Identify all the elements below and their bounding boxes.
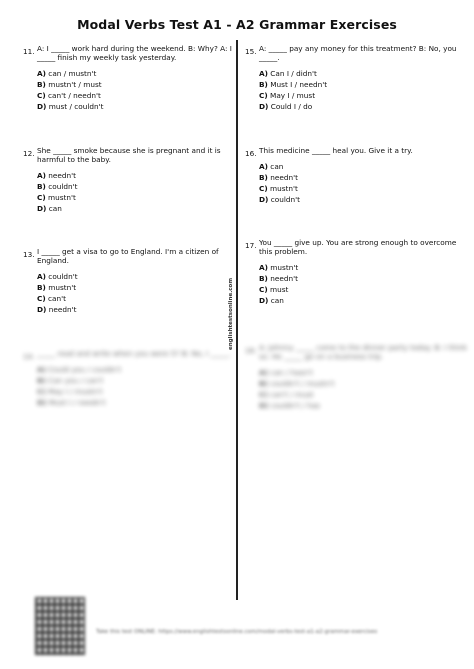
question-stem: I _____ get a visa to go to England. I'm a citizen of England. [37, 247, 219, 265]
question-number: 11. [23, 47, 35, 56]
question-12 [23, 146, 247, 215]
question-stem: This medicine _____ heal you. Give it a try. [259, 146, 413, 155]
question-number: 13. [23, 250, 35, 259]
footer-link[interactable]: Take this test ONLINE: https://www.englishtestsonline.com/modal-verbs-test-a1-a2-grammar-exercises [96, 629, 378, 635]
option-b[interactable]: B) needn't [259, 173, 298, 182]
question-number: 14. [23, 352, 35, 361]
option-a[interactable]: A) Could you / couldn't [37, 365, 122, 374]
option-d[interactable]: D) must / couldn't [37, 102, 104, 111]
option-d[interactable]: D) can [259, 296, 284, 305]
option-b[interactable]: B) couldn't [37, 182, 78, 191]
page-title: Modal Verbs Test A1 - A2 Grammar Exercises [77, 17, 397, 32]
option-c[interactable]: C) May I / must [259, 91, 316, 100]
option-a[interactable]: A) mustn't [259, 263, 299, 272]
question-13 [23, 247, 247, 316]
question-15 [245, 44, 469, 113]
option-d[interactable]: D) couldn't / has [259, 401, 320, 410]
question-number: 16. [245, 149, 257, 158]
option-c[interactable]: C) must [259, 285, 289, 294]
question-stem: _____ read and write when you were 5? B: No, I _____. [37, 349, 232, 358]
option-b[interactable]: B) couldn't / mustn't [259, 379, 335, 388]
option-b[interactable]: B) Must I / needn't [259, 80, 328, 89]
option-a[interactable]: A) couldn't [37, 272, 78, 281]
option-c[interactable]: C) mustn't [259, 184, 298, 193]
option-b[interactable]: B) Can you / can't [37, 376, 104, 385]
option-a[interactable]: A) can / mustn't [37, 69, 97, 78]
question-14 [23, 349, 247, 409]
option-b[interactable]: B) mustn't [37, 283, 77, 292]
qr-code [35, 597, 85, 655]
question-number: 12. [23, 149, 35, 158]
option-d[interactable]: D) Must I / needn't [37, 398, 106, 407]
option-c[interactable]: C) can't [37, 294, 66, 303]
option-b[interactable]: B) needn't [259, 274, 298, 283]
question-17 [245, 238, 469, 307]
watermark: englishtestsonline.com [228, 277, 234, 350]
option-c[interactable]: C) can't / needn't [37, 91, 101, 100]
option-b[interactable]: B) mustn't / must [37, 80, 102, 89]
question-number: 17. [245, 241, 257, 250]
option-d[interactable]: D) couldn't [259, 195, 300, 204]
question-number: 15. [245, 47, 257, 56]
question-stem: A: I _____ work hard during the weekend. B: Why? A: I _____ finish my weekly task yesterday. [37, 44, 232, 62]
question-stem: She _____ smoke because she is pregnant and it is harmful to the baby. [37, 146, 221, 164]
option-c[interactable]: C) mustn't [37, 193, 76, 202]
question-stem: A: _____ pay any money for this treatment? B: No, you _____. [259, 44, 457, 62]
option-a[interactable]: A) can / hasn't [259, 368, 313, 377]
question-16 [245, 146, 469, 206]
question-11 [23, 44, 247, 113]
option-c[interactable]: C) May I / mustn't [37, 387, 103, 396]
option-a[interactable]: A) Can I / didn't [259, 69, 317, 78]
option-d[interactable]: D) needn't [37, 305, 77, 314]
question-18 [245, 343, 469, 412]
question-stem: A: Johnny _____ come to the dinner party today. B: I think so. He _____ go on a business trip. [259, 343, 467, 361]
option-a[interactable]: A) can [259, 162, 284, 171]
question-number: 18. [245, 346, 257, 355]
option-d[interactable]: D) Could I / do [259, 102, 313, 111]
option-a[interactable]: A) needn't [37, 171, 77, 180]
question-stem: You _____ give up. You are strong enough to overcome this problem. [259, 238, 457, 256]
option-c[interactable]: C) can't / must [259, 390, 314, 399]
option-d[interactable]: D) can [37, 204, 62, 213]
